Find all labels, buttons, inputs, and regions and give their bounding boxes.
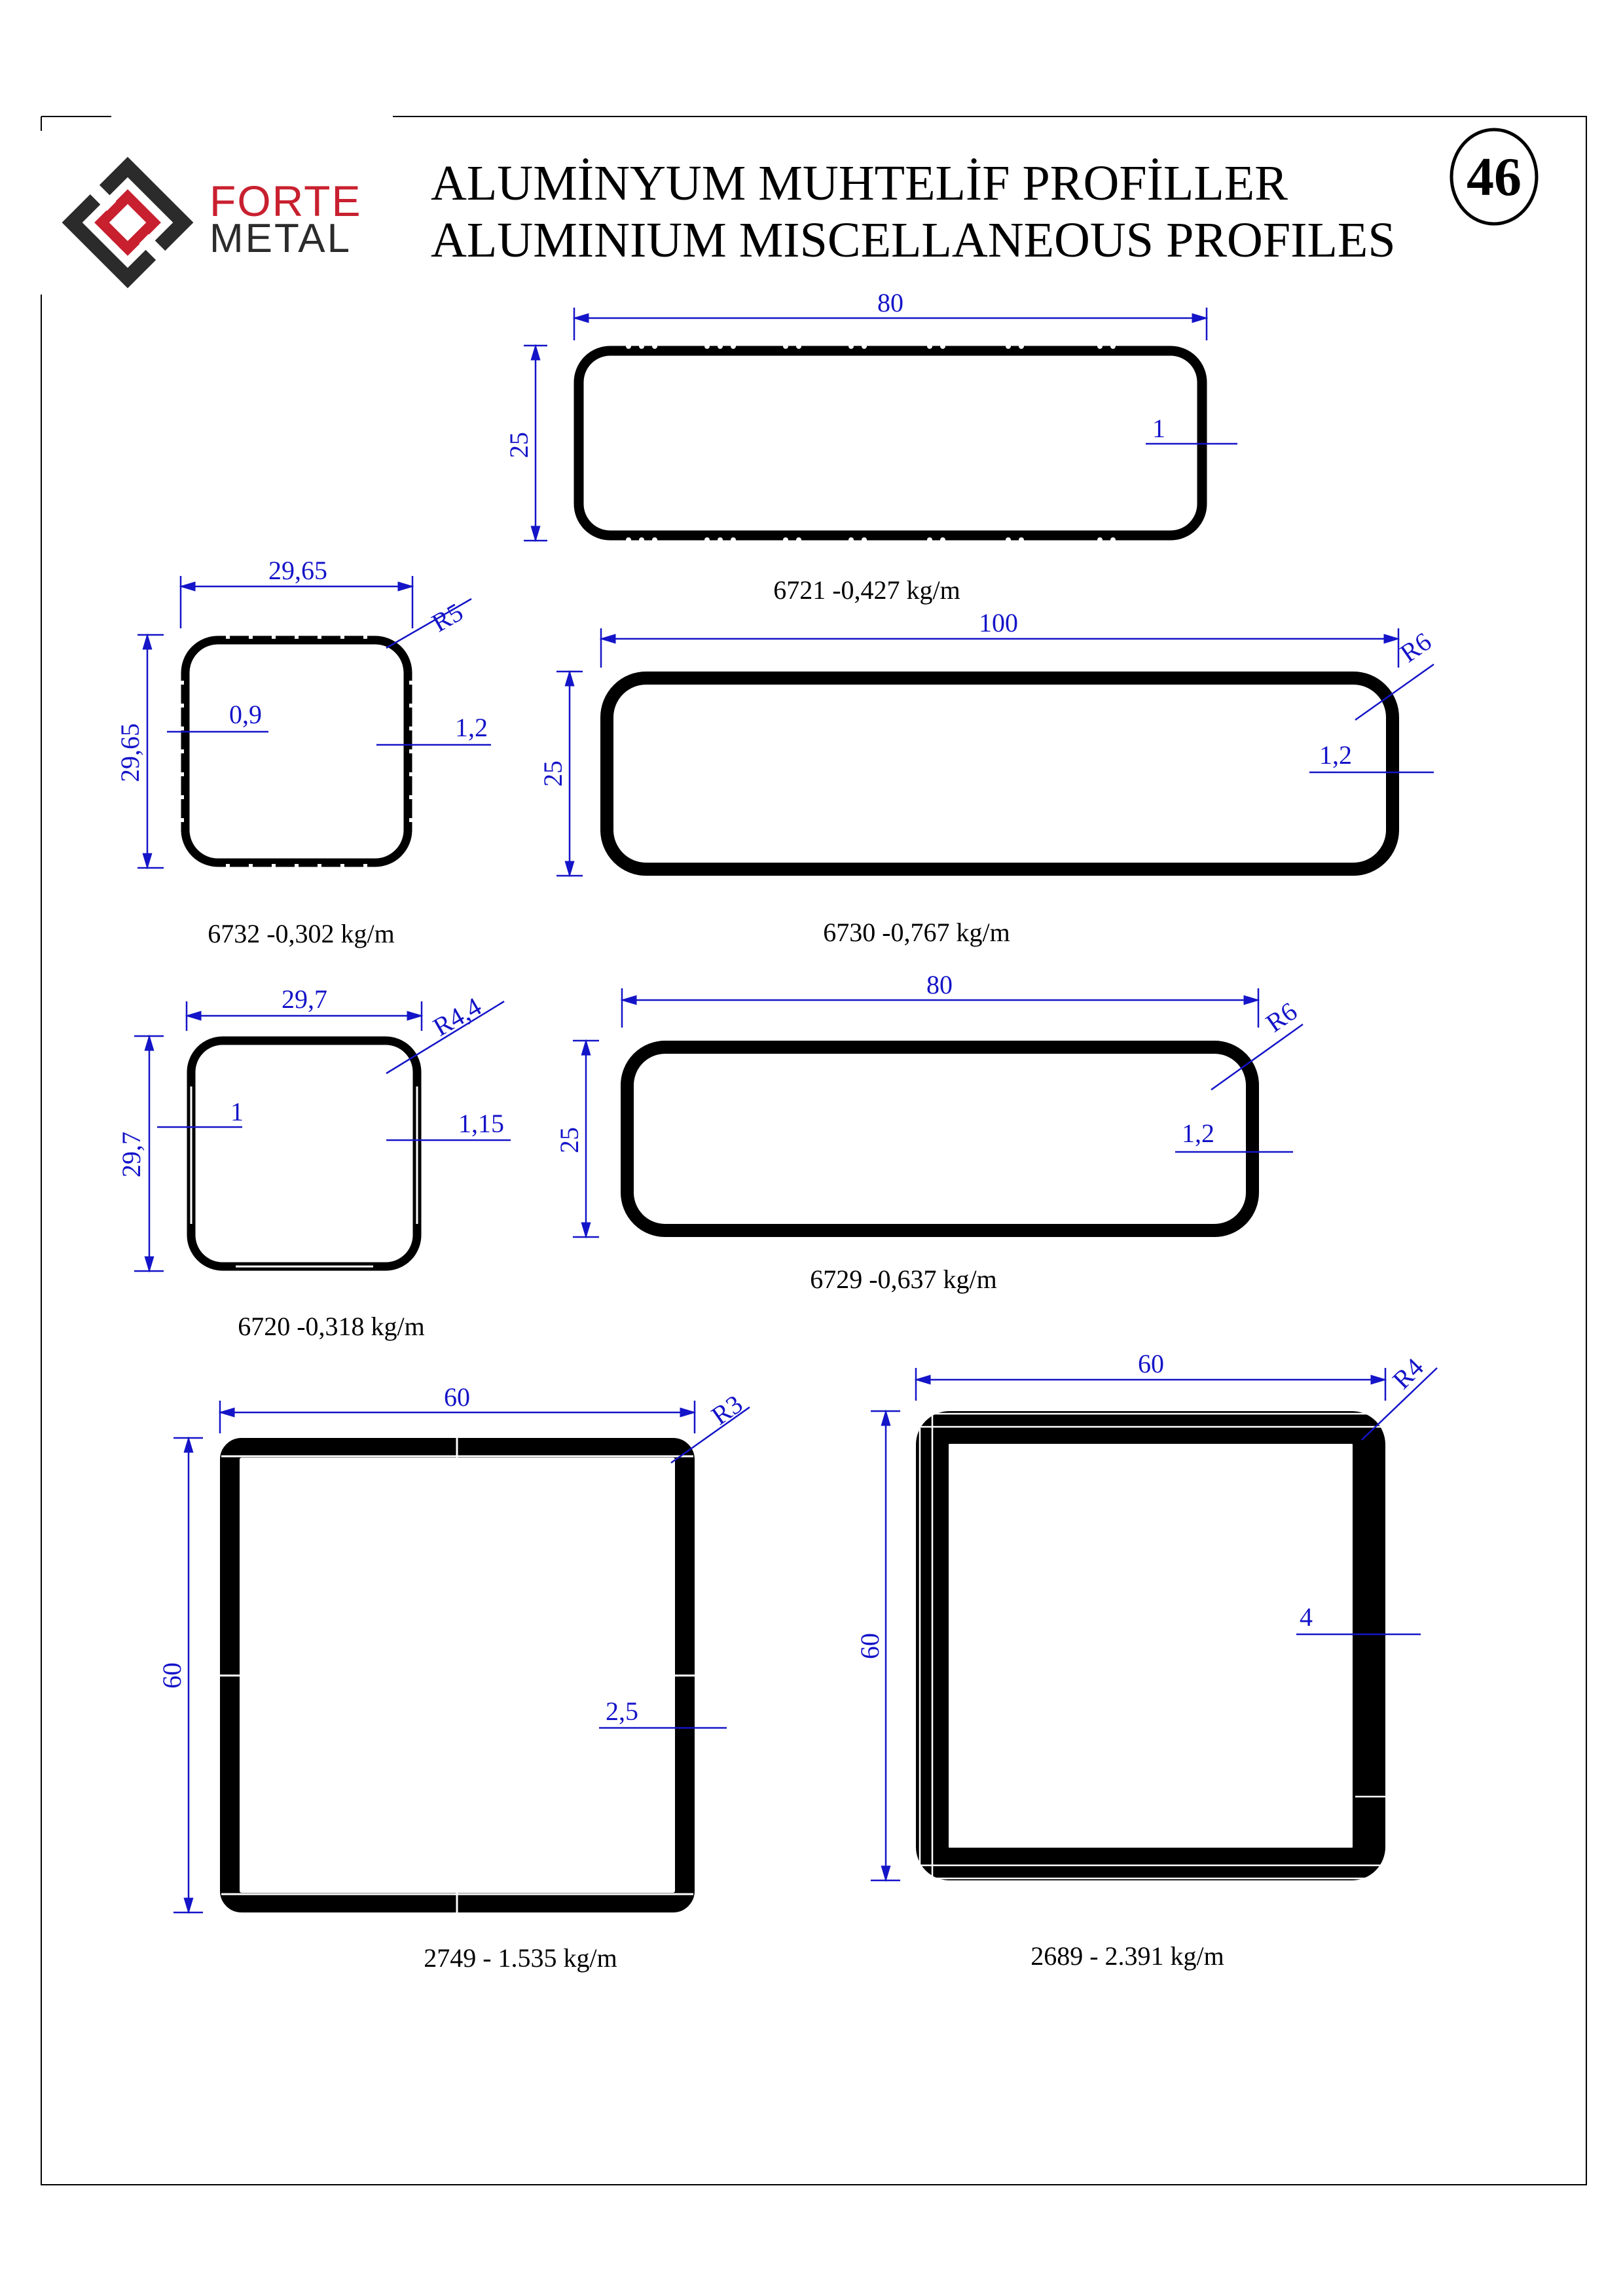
- profile-6721-wall-label: 1: [1152, 414, 1165, 443]
- profile-6732-width-label: 29,65: [268, 556, 327, 585]
- profile-6720-ridges: [191, 1086, 417, 1266]
- profile-6730: [538, 608, 1436, 947]
- profile-6720-shape: [191, 1041, 417, 1266]
- profile-6732-radius-label: R5: [426, 597, 468, 638]
- profile-6729-width-label: 80: [926, 970, 953, 999]
- profile-6730-caption: 6730 -0,767 kg/m: [823, 918, 1010, 947]
- profile-2749-seams: [219, 1437, 695, 1913]
- page-number-badge: [1451, 130, 1537, 224]
- logo-mark-icon: [65, 160, 191, 285]
- profile-2749-width-label: 60: [444, 1382, 470, 1412]
- profile-2749: [157, 1382, 750, 1973]
- profile-6732-ridges: [180, 635, 413, 868]
- profile-2749-caption: 2749 - 1.535 kg/m: [424, 1943, 617, 1973]
- profile-2689-radius-label: R4: [1387, 1352, 1429, 1395]
- profile-2689-width-label: 60: [1138, 1349, 1164, 1378]
- profile-6729-radius-label: R6: [1260, 996, 1303, 1038]
- profile-6730-radius-label: R6: [1395, 626, 1437, 668]
- profile-6729-shape: [627, 1047, 1252, 1230]
- profile-2749-radius-label: R3: [706, 1389, 748, 1431]
- profile-6732-height-label: 29,65: [115, 723, 145, 782]
- profile-6729: [555, 970, 1303, 1294]
- profile-6729-dimensions: [573, 988, 1303, 1237]
- profile-2749-height-label: 60: [157, 1662, 187, 1689]
- profile-6721-width-label: 80: [877, 288, 903, 317]
- profile-6729-caption: 6729 -0,637 kg/m: [810, 1265, 997, 1294]
- profile-2689-wall-label: 4: [1300, 1602, 1313, 1632]
- profile-6720-height-label: 29,7: [117, 1132, 146, 1177]
- profile-6732-inner-wall-label: 0,9: [229, 700, 262, 729]
- profile-6721-shape: [579, 351, 1202, 535]
- title-english: ALUMINIUM MISCELLANEOUS PROFILES: [431, 213, 1396, 268]
- profile-2689-caption: 2689 - 2.391 kg/m: [1030, 1941, 1224, 1971]
- profile-6720-wall-label: 1,15: [458, 1109, 504, 1138]
- forte-metal-logo: [65, 160, 362, 285]
- profile-6721-ridges: [626, 344, 1116, 543]
- profile-6730-dimensions: [556, 626, 1437, 876]
- profile-6720-caption: 6720 -0,318 kg/m: [238, 1312, 425, 1341]
- profile-6721: [504, 288, 1237, 605]
- title-turkish: ALUMİNYUM MUHTELİF PROFİLLER: [431, 156, 1288, 211]
- profile-6732-caption: 6732 -0,302 kg/m: [208, 919, 395, 948]
- page-number: 46: [1467, 147, 1522, 207]
- profile-2689-shape: [932, 1427, 1369, 1864]
- profile-6730-wall-label: 1,2: [1319, 740, 1352, 770]
- logo-brand-top: FORTE: [210, 177, 362, 225]
- profile-6730-shape: [607, 678, 1393, 869]
- profile-2689-height-label: 60: [855, 1633, 884, 1659]
- profile-6730-height-label: 25: [538, 761, 568, 787]
- profile-6729-height-label: 25: [555, 1127, 584, 1153]
- profile-6721-dimensions: [524, 308, 1237, 541]
- profile-2749-wall-label: 2,5: [606, 1696, 638, 1726]
- profile-6732: [115, 556, 491, 948]
- profile-6730-width-label: 100: [979, 608, 1018, 637]
- profile-6721-caption: 6721 -0,427 kg/m: [773, 575, 960, 605]
- profile-6721-height-label: 25: [504, 432, 534, 458]
- profile-2749-dimensions: [173, 1401, 750, 1912]
- profile-6720: [117, 984, 511, 1341]
- profile-2689: [855, 1349, 1437, 1971]
- profile-6720-width-label: 29,7: [282, 984, 327, 1014]
- profile-2749-shape: [230, 1448, 685, 1903]
- profile-2689-seams: [916, 1411, 1385, 1880]
- logo-brand-bottom: METAL: [210, 216, 352, 261]
- profile-6720-inner-wall-label: 1: [230, 1097, 244, 1126]
- profile-6729-wall-label: 1,2: [1182, 1119, 1214, 1148]
- profile-2689-dimensions: [871, 1368, 1437, 1880]
- profile-6720-radius-label: R4,4: [428, 991, 486, 1042]
- profile-6732-shape: [185, 640, 408, 863]
- profile-6732-wall-label: 1,2: [455, 713, 488, 742]
